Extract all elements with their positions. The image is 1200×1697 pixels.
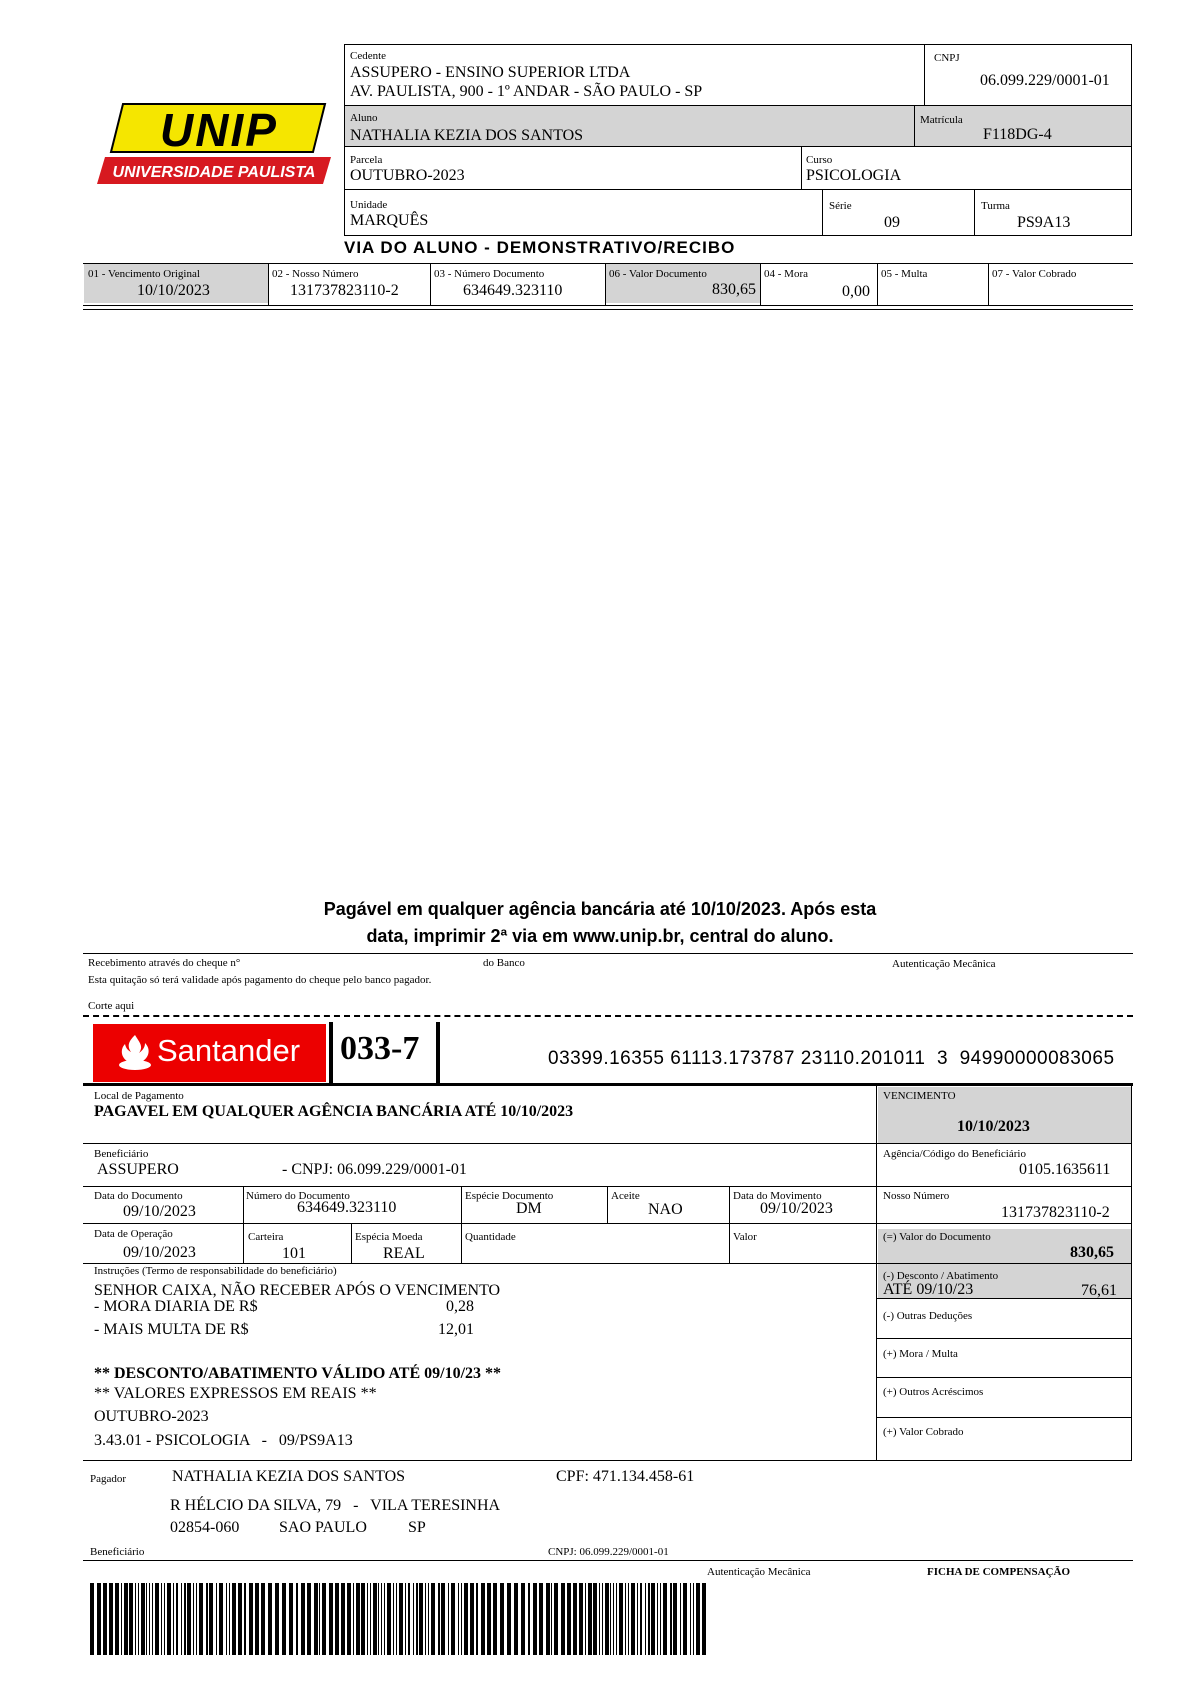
barcode-bar bbox=[425, 1583, 426, 1655]
instrucao-5: ** VALORES EXPRESSOS EM REAIS ** bbox=[94, 1385, 377, 1402]
barcode-bar bbox=[528, 1583, 530, 1655]
barcode-bar bbox=[103, 1583, 107, 1655]
barcode-bar bbox=[673, 1583, 677, 1655]
cnpj-label: CNPJ bbox=[934, 52, 960, 64]
barcode-bar bbox=[176, 1583, 178, 1655]
barcode-bar bbox=[579, 1583, 583, 1655]
cedente-name: ASSUPERO - ENSINO SUPERIOR LTDA bbox=[350, 64, 631, 81]
barcode-bar bbox=[493, 1583, 497, 1655]
barcode bbox=[90, 1583, 714, 1655]
barcode-bar bbox=[616, 1583, 617, 1655]
instrucao-1: SENHOR CAIXA, NÃO RECEBER APÓS O VENCIMENTO bbox=[94, 1282, 501, 1299]
barcode-bar bbox=[387, 1583, 391, 1655]
barcode-bar bbox=[301, 1583, 305, 1655]
barcode-bar bbox=[229, 1583, 230, 1655]
barcode-bar bbox=[588, 1583, 592, 1655]
especie-documento-value: DM bbox=[516, 1200, 542, 1217]
beneficiario-cnpj: - CNPJ: 06.099.229/0001-01 bbox=[282, 1161, 467, 1178]
especie-moeda-value: REAL bbox=[383, 1245, 425, 1262]
barcode-bar bbox=[232, 1583, 236, 1655]
desconto-value: 76,61 bbox=[1081, 1282, 1117, 1299]
barcode-bar bbox=[341, 1583, 345, 1655]
barcode-bar bbox=[296, 1583, 298, 1655]
beneficiario-value: ASSUPERO bbox=[97, 1161, 179, 1178]
barcode-bar bbox=[441, 1583, 445, 1655]
barcode-bar bbox=[645, 1583, 646, 1655]
recibo-multa-label: 05 - Multa bbox=[881, 268, 928, 280]
barcode-bar bbox=[554, 1583, 558, 1655]
recibo-mora-value: 0,00 bbox=[842, 283, 870, 300]
barcode-bar bbox=[206, 1583, 208, 1655]
barcode-bar bbox=[693, 1583, 694, 1655]
barcode-bar bbox=[367, 1583, 368, 1655]
aluno-label: Aluno bbox=[350, 112, 378, 124]
barcode-bar bbox=[470, 1583, 474, 1655]
recibo-nosso-label: 02 - Nosso Número bbox=[272, 268, 359, 280]
unip-logo-text: UNIP bbox=[160, 104, 278, 156]
barcode-bar bbox=[244, 1583, 246, 1655]
recibo-venc-value: 10/10/2023 bbox=[137, 282, 210, 299]
unip-logo-wordmark bbox=[93, 100, 333, 194]
barcode-bar bbox=[405, 1583, 406, 1655]
santander-logo bbox=[93, 1024, 326, 1082]
barcode-bar bbox=[155, 1583, 159, 1655]
barcode-bar bbox=[97, 1583, 101, 1655]
ficha-compensacao-title: FICHA DE COMPENSAÇÃO bbox=[927, 1566, 1071, 1578]
mora-multa-label: (+) Mora / Multa bbox=[883, 1348, 958, 1360]
barcode-bar bbox=[461, 1583, 462, 1655]
vencimento-value: 10/10/2023 bbox=[957, 1118, 1030, 1135]
desconto-ate: ATÉ 09/10/23 bbox=[883, 1281, 974, 1298]
barcode-bar bbox=[373, 1583, 377, 1655]
instrucao-2: - MORA DIARIA DE R$ bbox=[94, 1298, 258, 1315]
nosso-numero-label: Nosso Número bbox=[883, 1190, 950, 1202]
recibo-cobrado-label: 07 - Valor Cobrado bbox=[992, 268, 1077, 280]
flame-icon bbox=[115, 1033, 155, 1073]
barcode-bar bbox=[610, 1583, 611, 1655]
turma-label: Turma bbox=[981, 200, 1010, 212]
barcode-bar bbox=[419, 1583, 423, 1655]
cheque-banco: do Banco bbox=[483, 957, 525, 969]
barcode-bar bbox=[149, 1583, 150, 1655]
barcode-bar bbox=[431, 1583, 435, 1655]
recibo-venc-label: 01 - Vencimento Original bbox=[88, 268, 200, 280]
recibo-valor-label: 06 - Valor Documento bbox=[609, 268, 707, 280]
cedente-address: AV. PAULISTA, 900 - 1º ANDAR - SÃO PAULO - SP bbox=[350, 83, 703, 100]
cheque-quitacao: Esta quitação só terá validade após pagamento do cheque pelo banco pagador. bbox=[88, 974, 432, 986]
barcode-bar bbox=[199, 1583, 203, 1655]
barcode-bar bbox=[546, 1583, 550, 1655]
barcode-bar bbox=[173, 1583, 174, 1655]
barcode-bar bbox=[651, 1583, 655, 1655]
pagador-label: Pagador bbox=[90, 1473, 127, 1485]
barcode-bar bbox=[187, 1583, 191, 1655]
desconto-label: (-) Desconto / Abatimento bbox=[883, 1270, 999, 1282]
barcode-bar bbox=[602, 1583, 603, 1655]
barcode-bar bbox=[663, 1583, 667, 1655]
barcode-bar bbox=[121, 1583, 122, 1655]
barcode-bar bbox=[152, 1583, 153, 1655]
barcode-bar bbox=[238, 1583, 242, 1655]
barcode-bar bbox=[458, 1583, 459, 1655]
cnpj-value: 06.099.229/0001-01 bbox=[980, 72, 1110, 89]
valor-documento-value: 830,65 bbox=[1070, 1244, 1114, 1261]
barcode-bar bbox=[161, 1583, 162, 1655]
barcode-bar bbox=[361, 1583, 365, 1655]
barcode-bar bbox=[599, 1583, 600, 1655]
barcode-bar bbox=[628, 1583, 629, 1655]
barcode-bar bbox=[605, 1583, 609, 1655]
agencia-label: Agência/Código do Beneficiário bbox=[883, 1148, 1026, 1160]
barcode-bar bbox=[164, 1583, 165, 1655]
barcode-bar bbox=[539, 1583, 543, 1655]
corte-aqui-label: Corte aqui bbox=[88, 1000, 135, 1012]
instrucao-6: OUTUBRO-2023 bbox=[94, 1408, 209, 1425]
barcode-bar bbox=[249, 1583, 253, 1655]
cheque-recebimento: Recebimento através do cheque n° bbox=[88, 957, 241, 969]
barcode-bar bbox=[353, 1583, 354, 1655]
instrucao-2-valor: 0,28 bbox=[446, 1298, 474, 1315]
barcode-bar bbox=[585, 1583, 586, 1655]
barcode-bar bbox=[268, 1583, 272, 1655]
barcode-bar bbox=[90, 1583, 94, 1655]
barcode-bar bbox=[396, 1583, 397, 1655]
barcode-bar bbox=[141, 1583, 145, 1655]
barcode-bar bbox=[593, 1583, 597, 1655]
barcode-bar bbox=[533, 1583, 537, 1655]
barcode-bar bbox=[619, 1583, 623, 1655]
barcode-bar bbox=[289, 1583, 293, 1655]
barcode-bar bbox=[690, 1583, 691, 1655]
barcode-bar bbox=[381, 1583, 382, 1655]
barcode-bar bbox=[476, 1583, 478, 1655]
barcode-bar bbox=[129, 1583, 133, 1655]
data-documento-label: Data do Documento bbox=[94, 1190, 183, 1202]
pagador-endereco: R HÉLCIO DA SILVA, 79 - VILA TERESINHA bbox=[170, 1497, 501, 1514]
beneficiario-footer-label: Beneficiário bbox=[90, 1546, 145, 1558]
serie-label: Série bbox=[829, 200, 852, 212]
barcode-bar bbox=[625, 1583, 626, 1655]
recibo-valor-value: 830,65 bbox=[712, 281, 756, 298]
barcode-bar bbox=[196, 1583, 197, 1655]
instrucao-3-valor: 12,01 bbox=[438, 1321, 474, 1338]
barcode-bar bbox=[319, 1583, 320, 1655]
barcode-bar bbox=[378, 1583, 379, 1655]
barcode-bar bbox=[507, 1583, 511, 1655]
barcode-bar bbox=[487, 1583, 491, 1655]
barcode-bar bbox=[514, 1583, 518, 1655]
carteira-value: 101 bbox=[282, 1245, 306, 1262]
barcode-bar bbox=[438, 1583, 440, 1655]
instrucao-3: - MAIS MULTA DE R$ bbox=[94, 1321, 249, 1338]
pagador-cpf: CPF: 471.134.458-61 bbox=[556, 1468, 695, 1485]
barcode-bar bbox=[275, 1583, 279, 1655]
barcode-bar bbox=[561, 1583, 565, 1655]
beneficiario-footer-cnpj: CNPJ: 06.099.229/0001-01 bbox=[548, 1546, 669, 1558]
barcode-bar bbox=[451, 1583, 455, 1655]
local-pagamento-value: PAGAVEL EM QUALQUER AGÊNCIA BANCÁRIA ATÉ 10/10/2023 bbox=[94, 1103, 574, 1120]
barcode-bar bbox=[702, 1583, 706, 1655]
barcode-bar bbox=[408, 1583, 410, 1655]
barcode-bar bbox=[347, 1583, 351, 1655]
barcode-bar bbox=[115, 1583, 119, 1655]
valor-label: Valor bbox=[733, 1231, 757, 1243]
barcode-bar bbox=[124, 1583, 128, 1655]
recibo-numdoc-label: 03 - Número Documento bbox=[434, 268, 545, 280]
aluno-name: NATHALIA KEZIA DOS SANTOS bbox=[350, 127, 584, 144]
cheque-autenticacao: Autenticação Mecânica bbox=[892, 958, 996, 970]
barcode-bar bbox=[135, 1583, 136, 1655]
especie-moeda-label: Espécia Moeda bbox=[355, 1231, 423, 1243]
aceite-value: NAO bbox=[648, 1201, 683, 1218]
barcode-bar bbox=[322, 1583, 326, 1655]
outras-deducoes-label: (-) Outras Deduções bbox=[883, 1310, 973, 1322]
barcode-bar bbox=[209, 1583, 213, 1655]
cut-line bbox=[83, 1015, 1133, 1017]
numero-documento-value: 634649.323110 bbox=[297, 1199, 397, 1216]
pagador-cep: 02854-060 bbox=[170, 1519, 240, 1536]
barcode-bar bbox=[167, 1583, 171, 1655]
unidade-value: MARQUÊS bbox=[350, 212, 429, 229]
serie-value: 09 bbox=[884, 214, 900, 231]
barcode-bar bbox=[680, 1583, 681, 1655]
quantidade-label: Quantidade bbox=[465, 1231, 516, 1243]
barcode-bar bbox=[657, 1583, 658, 1655]
barcode-bar bbox=[393, 1583, 394, 1655]
valor-documento-label: (=) Valor do Documento bbox=[883, 1231, 991, 1243]
barcode-bar bbox=[226, 1583, 227, 1655]
barcode-bar bbox=[637, 1583, 638, 1655]
barcode-bar bbox=[181, 1583, 182, 1655]
turma-value: PS9A13 bbox=[1017, 214, 1071, 231]
barcode-bar bbox=[255, 1583, 259, 1655]
data-movimento-value: 09/10/2023 bbox=[760, 1200, 833, 1217]
valor-cobrado-label: (+) Valor Cobrado bbox=[883, 1426, 964, 1438]
barcode-bar bbox=[696, 1583, 700, 1655]
barcode-bar bbox=[648, 1583, 650, 1655]
barcode-bar bbox=[551, 1583, 552, 1655]
pagador-cidade: SAO PAULO bbox=[279, 1519, 367, 1536]
matricula-label: Matrícula bbox=[920, 114, 963, 126]
recibo-mora-label: 04 - Mora bbox=[764, 268, 808, 280]
bank-code: 033-7 bbox=[340, 1030, 420, 1067]
barcode-bar bbox=[683, 1583, 687, 1655]
parcela-label: Parcela bbox=[350, 154, 383, 166]
barcode-bar bbox=[184, 1583, 186, 1655]
barcode-bar bbox=[219, 1583, 223, 1655]
barcode-bar bbox=[216, 1583, 217, 1655]
data-operacao-value: 09/10/2023 bbox=[123, 1244, 196, 1261]
barcode-bar bbox=[261, 1583, 265, 1655]
barcode-bar bbox=[573, 1583, 577, 1655]
barcode-bar bbox=[631, 1583, 635, 1655]
data-movimento-label: Data do Movimento bbox=[733, 1190, 822, 1202]
instrucoes-label: Instruções (Termo de responsabilidade do beneficiário) bbox=[94, 1265, 337, 1277]
instrucao-4: ** DESCONTO/ABATIMENTO VÁLIDO ATÉ 09/10/23 ** bbox=[94, 1365, 502, 1382]
barcode-bar bbox=[335, 1583, 339, 1655]
barcode-bar bbox=[138, 1583, 139, 1655]
barcode-bar bbox=[399, 1583, 403, 1655]
unip-logo-subtitle: UNIVERSIDADE PAULISTA bbox=[112, 164, 316, 181]
notice-line-1: Pagável em qualquer agência bancária até 10/10/2023. Após esta bbox=[323, 899, 877, 919]
barcode-bar bbox=[282, 1583, 286, 1655]
barcode-bar bbox=[370, 1583, 371, 1655]
carteira-label: Carteira bbox=[248, 1231, 284, 1243]
barcode-bar bbox=[384, 1583, 385, 1655]
barcode-bar bbox=[448, 1583, 449, 1655]
barcode-bar bbox=[464, 1583, 468, 1655]
barcode-bar bbox=[416, 1583, 418, 1655]
unip-logo bbox=[93, 100, 333, 194]
data-documento-value: 09/10/2023 bbox=[123, 1203, 196, 1220]
agencia-value: 0105.1635611 bbox=[1019, 1161, 1111, 1178]
curso-value: PSICOLOGIA bbox=[806, 167, 902, 184]
instrucao-7: 3.43.01 - PSICOLOGIA - 09/PS9A13 bbox=[94, 1432, 353, 1449]
notice-line-2: data, imprimir 2ª via em www.unip.br, central do aluno. bbox=[366, 926, 834, 946]
local-pagamento-label: Local de Pagamento bbox=[94, 1090, 184, 1102]
pagador-uf: SP bbox=[408, 1519, 426, 1536]
barcode-bar bbox=[481, 1583, 485, 1655]
barcode-bar bbox=[500, 1583, 504, 1655]
outros-acrescimos-label: (+) Outros Acréscimos bbox=[883, 1386, 984, 1398]
barcode-bar bbox=[521, 1583, 525, 1655]
barcode-bar bbox=[613, 1583, 614, 1655]
data-operacao-label: Data de Operação bbox=[94, 1228, 173, 1240]
footer-autenticacao: Autenticação Mecânica bbox=[707, 1566, 811, 1578]
barcode-bar bbox=[660, 1583, 661, 1655]
barcode-bar bbox=[329, 1583, 333, 1655]
aceite-label: Aceite bbox=[611, 1190, 640, 1202]
pagador-name: NATHALIA KEZIA DOS SANTOS bbox=[172, 1468, 406, 1485]
linha-digitavel: 03399.16355 61113.173787 23110.201011 3 94990000083065 bbox=[548, 1048, 1115, 1069]
barcode-bar bbox=[640, 1583, 642, 1655]
barcode-bar bbox=[314, 1583, 318, 1655]
barcode-bar bbox=[307, 1583, 311, 1655]
barcode-bar bbox=[413, 1583, 414, 1655]
barcode-bar bbox=[670, 1583, 672, 1655]
cedente-label: Cedente bbox=[350, 50, 387, 62]
barcode-bar bbox=[428, 1583, 429, 1655]
numero-documento-label: Número do Documento bbox=[246, 1190, 350, 1202]
recibo-numdoc-value: 634649.323110 bbox=[463, 282, 563, 299]
recibo-nosso-value: 131737823110-2 bbox=[290, 282, 399, 299]
barcode-bar bbox=[567, 1583, 571, 1655]
beneficiario-label: Beneficiário bbox=[94, 1148, 149, 1160]
parcela-value: OUTUBRO-2023 bbox=[350, 167, 465, 184]
matricula-value: F118DG-4 bbox=[983, 126, 1052, 143]
especie-documento-label: Espécie Documento bbox=[465, 1190, 554, 1202]
barcode-bar bbox=[356, 1583, 360, 1655]
barcode-bar bbox=[193, 1583, 194, 1655]
curso-label: Curso bbox=[806, 154, 833, 166]
unidade-label: Unidade bbox=[350, 199, 388, 211]
nosso-numero-value: 131737823110-2 bbox=[1001, 1204, 1110, 1221]
recibo-title: VIA DO ALUNO - DEMONSTRATIVO/RECIBO bbox=[344, 238, 736, 257]
barcode-bar bbox=[109, 1583, 113, 1655]
barcode-bar bbox=[146, 1583, 147, 1655]
santander-wordmark: Santander bbox=[157, 1033, 301, 1068]
vencimento-label: VENCIMENTO bbox=[883, 1090, 956, 1102]
